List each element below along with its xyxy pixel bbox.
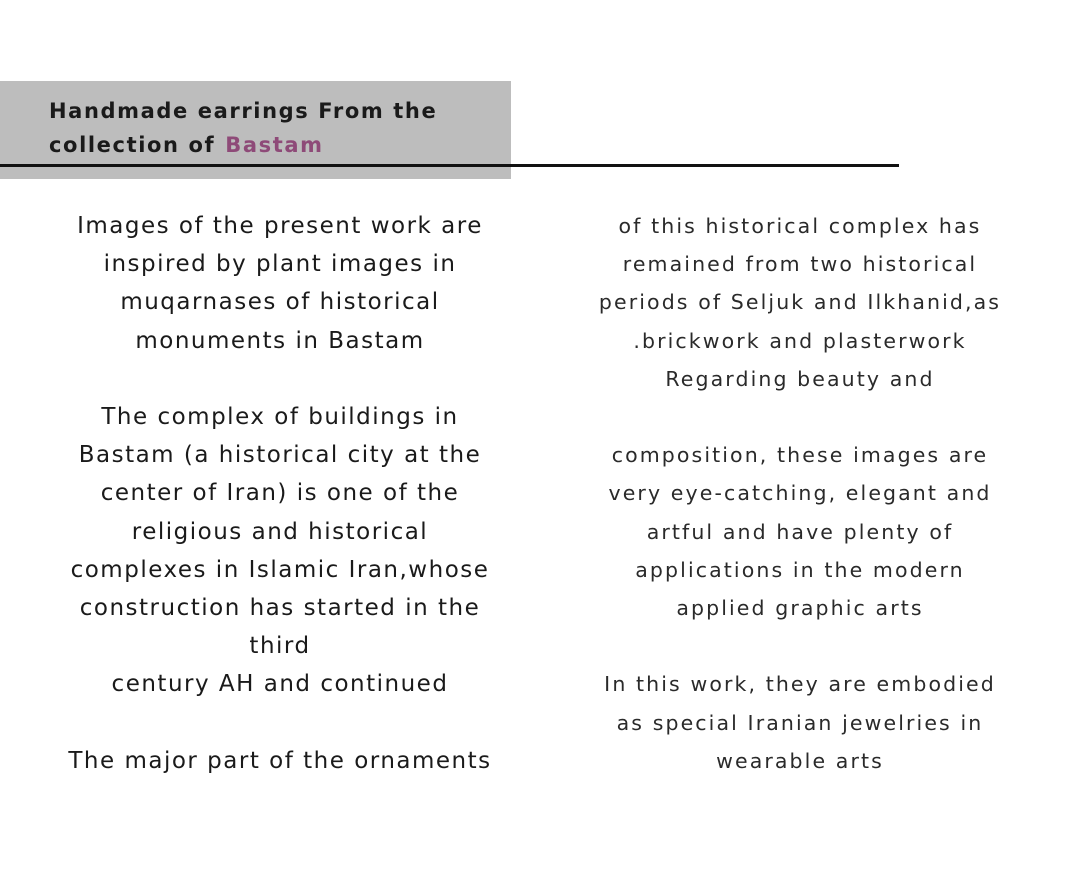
right-line: very eye-catching, elegant and bbox=[608, 481, 992, 506]
right-line: wearable arts bbox=[716, 748, 884, 773]
right-line bbox=[560, 398, 1040, 436]
page-title bbox=[49, 94, 437, 162]
left-text-column bbox=[30, 207, 530, 780]
right-line: of this historical complex has bbox=[618, 214, 982, 238]
title-line-2 bbox=[49, 128, 437, 162]
right-line: composition, these images are bbox=[611, 443, 989, 468]
right-line: remained from two historical bbox=[622, 252, 978, 277]
right-text-column bbox=[560, 207, 1040, 780]
right-line: artful and have plenty of bbox=[646, 519, 954, 544]
left-line: inspired by plant images in bbox=[103, 251, 457, 278]
left-line: third bbox=[249, 633, 311, 660]
left-line: construction has started in the bbox=[79, 595, 481, 622]
right-line: periods of Seljuk and Ilkhanid,as bbox=[598, 290, 1002, 315]
left-line: Images of the present work are bbox=[77, 213, 483, 239]
title-divider-line bbox=[0, 164, 899, 167]
right-line bbox=[560, 627, 1040, 665]
right-line: applications in the modern bbox=[635, 557, 965, 582]
title-line-2-prefix: collection of bbox=[49, 133, 216, 157]
left-line: The major part of the ornaments bbox=[68, 747, 492, 774]
left-line: century AH and continued bbox=[111, 671, 449, 698]
left-line: Bastam (a historical city at the bbox=[78, 442, 482, 469]
left-line: complexes in Islamic Iran,whose bbox=[70, 556, 490, 583]
left-line: The complex of buildings in bbox=[101, 404, 459, 430]
right-line: Regarding beauty and bbox=[665, 366, 935, 391]
left-line bbox=[30, 704, 530, 742]
left-line: muqarnases of historical bbox=[120, 289, 440, 316]
left-line: religious and historical bbox=[131, 518, 429, 545]
left-line: center of Iran) is one of the bbox=[100, 480, 460, 507]
right-line: applied graphic arts bbox=[676, 596, 924, 621]
left-line bbox=[30, 360, 530, 398]
title-line-1: Handmade earrings From the bbox=[49, 99, 438, 123]
right-line: as special Iranian jewelries in bbox=[616, 710, 984, 735]
left-line: monuments in Bastam bbox=[135, 327, 425, 354]
right-line: In this work, they are embodied bbox=[604, 672, 996, 697]
title-highlight-bastam: Bastam bbox=[225, 133, 324, 157]
right-line: .brickwork and plasterwork bbox=[633, 328, 967, 353]
